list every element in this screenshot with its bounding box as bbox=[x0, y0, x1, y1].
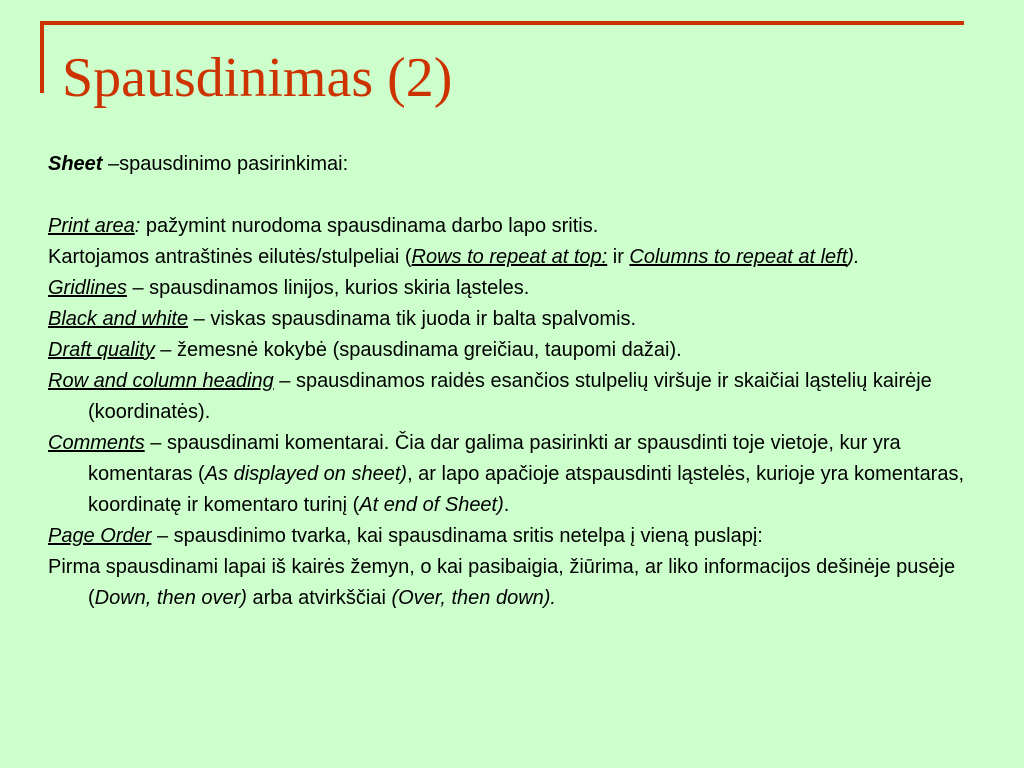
order-desc-opt2: (Over, then down). bbox=[391, 587, 556, 609]
draft-term: Draft quality bbox=[48, 339, 155, 361]
comments-item bbox=[48, 428, 988, 521]
rows-repeat-mid: ir bbox=[607, 246, 630, 268]
rows-repeat-item bbox=[48, 242, 988, 273]
rows-repeat-term: Rows to repeat at top: bbox=[411, 246, 608, 268]
sheet-term: Sheet bbox=[48, 153, 103, 175]
print-area-text: pažymint nurodoma spausdinama darbo lapo sritis. bbox=[140, 215, 599, 237]
draft-item bbox=[48, 335, 988, 366]
order-desc-text1: Pirma spausdinami lapai iš kairės žemyn, o kai pasibaigia, žiūrima, ar liko informacijos dešinėje pusėje ( bbox=[48, 556, 956, 609]
black-white-term: Black and white bbox=[48, 308, 189, 330]
heading-term: Row and column heading bbox=[48, 370, 274, 392]
columns-repeat-term: Columns to repeat at left bbox=[629, 246, 848, 268]
gridlines-item bbox=[48, 273, 988, 304]
intro-text: –spausdinimo pasirinkimai: bbox=[102, 153, 349, 175]
title-rule-vertical bbox=[40, 21, 44, 93]
spacer bbox=[48, 180, 988, 211]
comments-text3: . bbox=[503, 494, 510, 516]
print-area-colon: : bbox=[134, 215, 141, 237]
intro-line bbox=[48, 149, 988, 180]
comments-opt1: As displayed on sheet) bbox=[204, 463, 408, 485]
black-white-item bbox=[48, 304, 988, 335]
order-desc-text2: arba atvirkščiai bbox=[246, 587, 392, 609]
print-area-item bbox=[48, 211, 988, 242]
page-order-text: – spausdinimo tvarka, kai spausdinama sritis netelpa į vieną puslapį: bbox=[151, 525, 763, 547]
page-order-term: Page Order bbox=[48, 525, 152, 547]
rows-repeat-post: ). bbox=[847, 246, 860, 268]
print-area-term: Print area bbox=[48, 215, 135, 237]
comments-term: Comments bbox=[48, 432, 145, 454]
slide-body bbox=[48, 149, 988, 614]
heading-text: – spausdinamos raidės esančios stulpelių viršuje ir skaičiai ląstelių kairėje (koordinatės). bbox=[88, 370, 932, 423]
page-order-item bbox=[48, 521, 988, 552]
rows-repeat-pre: Kartojamos antraštinės eilutės/stulpeliai ( bbox=[48, 246, 412, 268]
comments-text2: , ar lapo apačioje atspausdinti ląstelės, kurioje yra komentaras, koordinatę ir komentaro turinį ( bbox=[88, 463, 965, 516]
gridlines-term: Gridlines bbox=[48, 277, 127, 299]
comments-opt2: At end of Sheet) bbox=[359, 494, 504, 516]
comments-text1: – spausdinami komentarai. Čia dar galima pasirinkti ar spausdinti toje vietoje, kur yra komentaras ( bbox=[88, 432, 901, 485]
gridlines-text: – spausdinamos linijos, kurios skiria ląsteles. bbox=[126, 277, 530, 299]
order-desc-item bbox=[48, 552, 988, 614]
title-rule-horizontal bbox=[40, 21, 964, 25]
heading-item bbox=[48, 366, 988, 428]
slide-title: Spausdinimas (2) bbox=[62, 47, 453, 109]
order-desc-opt1: Down, then over) bbox=[94, 587, 247, 609]
draft-text: – žemesnė kokybė (spausdinama greičiau, taupomi dažai). bbox=[154, 339, 682, 361]
black-white-text: – viskas spausdinama tik juoda ir balta spalvomis. bbox=[188, 308, 637, 330]
